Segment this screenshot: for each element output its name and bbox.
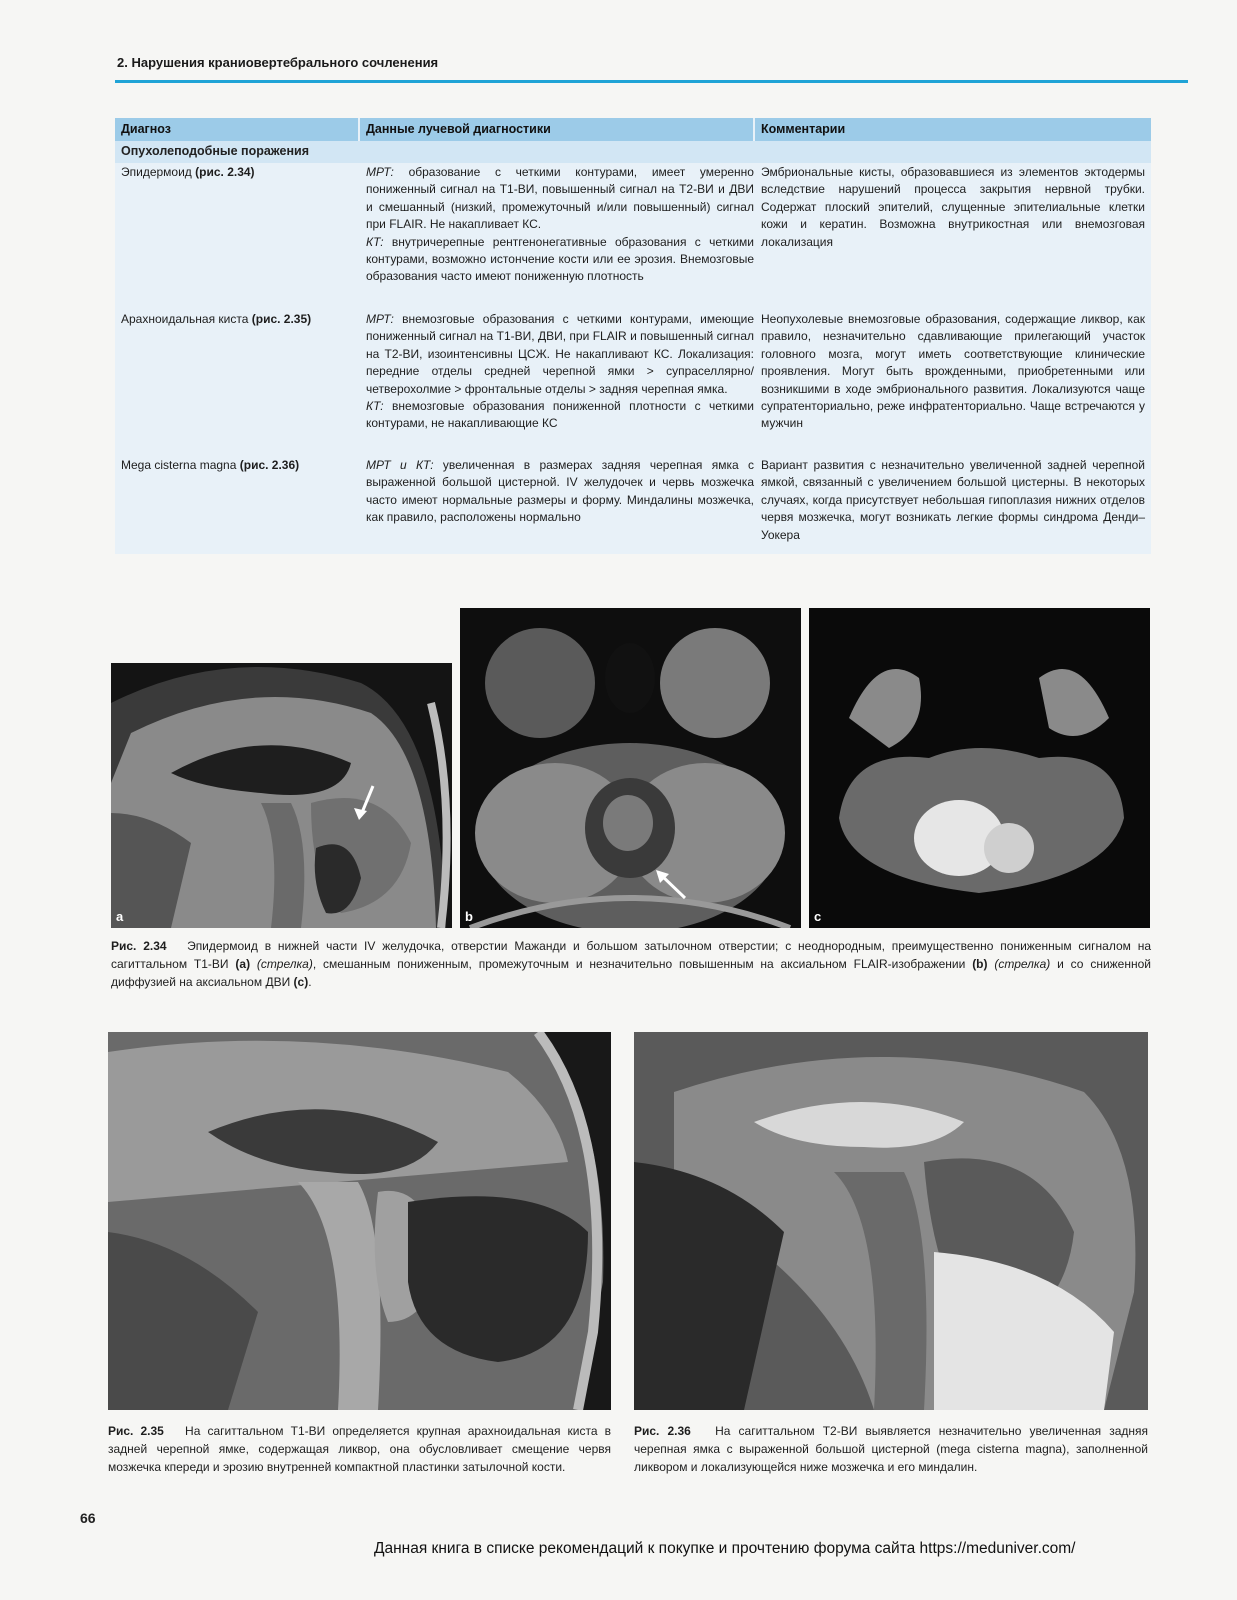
header-rule — [115, 80, 1188, 83]
table-header-diagnosis: Диагноз — [115, 118, 358, 141]
figure-2-36-caption: Рис. 2.36 На сагиттальном Т2-ВИ выявляется незначительно увеличенная задняя черепная ямка с выраженной большой цистерной (mega cisterna magna), заполненной ликвором и локализующейся ниже мозжечка и его миндалин. — [634, 1424, 1149, 1474]
figure-2-34-caption: Рис. 2.34 Эпидермоид в нижней части IV желудочка, отверстии Мажанди и большом затылочном отверстии; с неоднородным, преимущественно пониженным сигналом на сагиттальном Т1-ВИ (a) (стрелка), смешанным пониженным, промежуточным и незначительно повышенным на аксиальном FLAIR-изображении (b) (стрелка) и со сниженной диффузией на аксиальном ДВИ (c). — [111, 939, 1152, 989]
table-section-heading: Опухолеподобные поражения — [115, 141, 1151, 163]
figure-2-34b-axial-flair — [460, 608, 801, 928]
table-row-diagnosis: Арахноидальная киста (рис. 2.35) — [121, 312, 312, 326]
diagnosis-table — [115, 118, 1151, 554]
figure-2-36-sagittal-t2 — [634, 1032, 1148, 1410]
table-header-imaging: Данные лучевой диагностики — [360, 118, 753, 141]
table-row-comment: Неопухолевые внемозговые образования, содержащие ликвор, как правило, незначительно сдавливающие прилегающий участок головного мозга, могут иметь соответствующие клинические проявления. Могут быть врожденными, приобретенными или возникшими в ходе эмбрионального развития. Локализуются чаще супратенториально, реже инфратенториально. Чаще встречаются у мужчин — [761, 312, 1145, 431]
footer-note: Данная книга в списке рекомендаций к покупке и прочтению форума сайта https://meduniver.com/ — [374, 1540, 1076, 1557]
figure-label-a: a — [116, 909, 124, 924]
page-number: 66 — [80, 1510, 96, 1526]
chapter-title: 2. Нарушения краниовертебрального сочленения — [117, 55, 439, 70]
table-row-comment: Эмбриональные кисты, образовавшиеся из элементов эктодермы вследствие нарушений процесса закрытия нервной трубки. Содержат плоский эпителий, слущенные эпителиальные клетки кожи и кератин. Возможна внутрикостная или внемозговая локализация — [761, 165, 1145, 249]
figure-2-35-caption: Рис. 2.35 На сагиттальном Т1-ВИ определяется крупная арахноидальная киста в задней черепной ямке, содержащая ликвор, она обусловливает смещение червя мозжечка кпереди и эрозию внутренней компактной пластинки затылочной кости. — [108, 1424, 611, 1474]
table-row-diagnosis: Mega cisterna magna (рис. 2.36) — [121, 458, 300, 472]
figure-2-35-sagittal-t1 — [108, 1032, 611, 1410]
figure-label-b: b — [465, 909, 473, 924]
table-row-imaging: МРТ: внемозговые образования с четкими контурами, имеющие пониженный сигнал на Т1-ВИ, ДВИ, при FLAIR и повышенный сигнал на Т2-ВИ, изоинтенсивны ЦСЖ. Не накапливают КС. Локализация: передние отделы средней черепной ямки > супраселлярно/четверохолмие > фронтальные отделы > задняя черепная ямка. КТ: внемозговые образования пониженной плотности с четкими контурами, не накапливающие КС — [366, 312, 754, 431]
figure-2-34c-axial-dwi — [809, 608, 1150, 928]
table-row-imaging: МРТ и КТ: увеличенная в размерах задняя черепная ямка с выраженной большой цистерной. IV желудочек и червь мозжечка часто имеют нормальные размеры и форму. Миндалины мозжечка, как правило, расположены нормально — [366, 458, 754, 525]
table-row-comment: Вариант развития с незначительно увеличенной задней черепной ямкой, связанный с увеличением большой цистерны. В некоторых случаях, когда присутствует небольшая гипоплазия нижних отделов червя мозжечка, могут возникать легкие формы синдрома Денди–Уокера — [761, 458, 1145, 542]
figure-label-c: c — [814, 909, 822, 924]
table-row-imaging: МРТ: образование с четкими контурами, имеет умеренно пониженный сигнал на Т1-ВИ, повышенный сигнал на Т2-ВИ и ДВИ и смешанный (низкий, промежуточный и/или повышенный) сигнал при FLAIR. Не накапливает КС. КТ: внутричерепные рентгенонегативные образования с четкими контурами, возможно истончение кости или ее эрозия. Внемозговые образования часто имеют пониженную плотность — [366, 165, 754, 284]
table-header-comments: Комментарии — [755, 118, 1151, 141]
table-row-diagnosis: Эпидермоид (рис. 2.34) — [121, 165, 255, 179]
figure-2-34a-sagittal-t1 — [111, 663, 452, 928]
